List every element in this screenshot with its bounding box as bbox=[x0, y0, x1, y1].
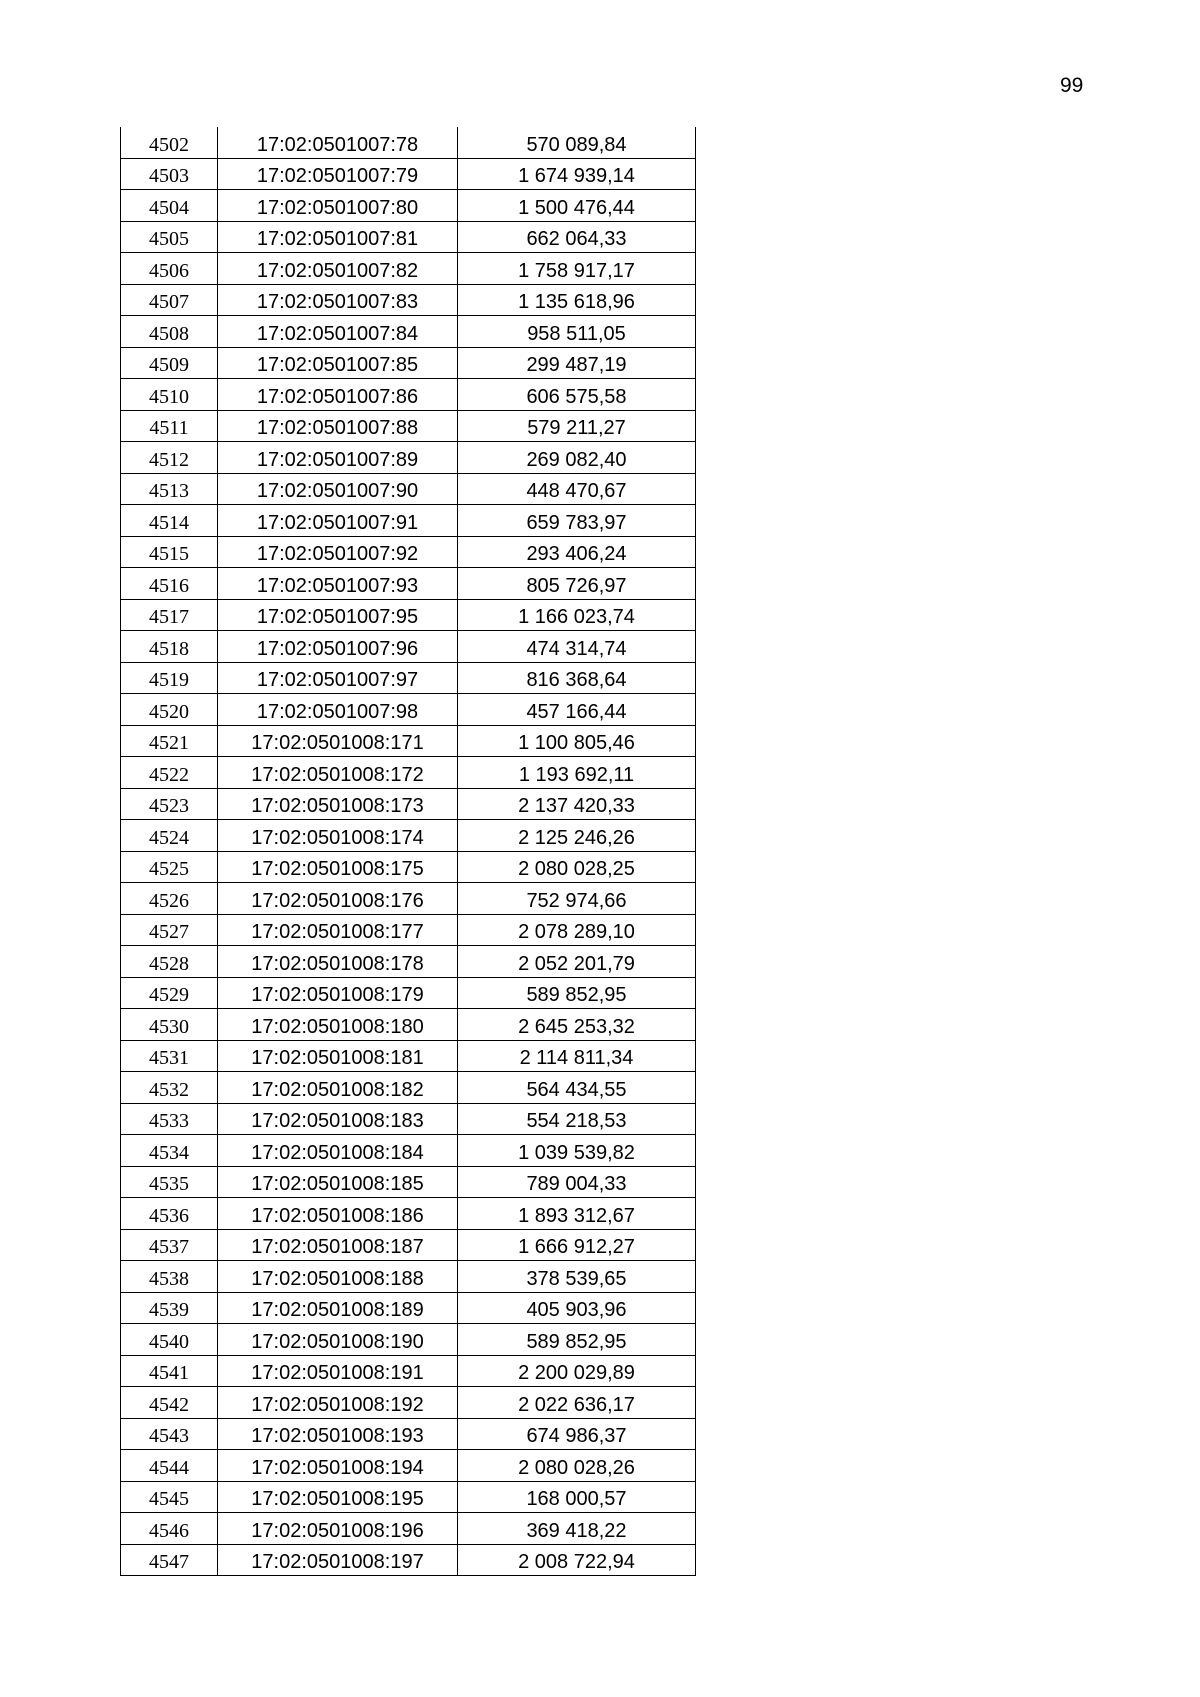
cadastral-value-cell: 1 039 539,82 bbox=[458, 1135, 696, 1167]
cadastral-number-cell: 17:02:0501008:185 bbox=[218, 1166, 458, 1198]
row-number-cell: 4507 bbox=[121, 284, 218, 316]
cadastral-value-cell: 2 114 811,34 bbox=[458, 1040, 696, 1072]
cadastral-number-cell: 17:02:0501007:86 bbox=[218, 379, 458, 411]
cadastral-number-cell: 17:02:0501008:193 bbox=[218, 1418, 458, 1450]
row-number-cell: 4516 bbox=[121, 568, 218, 600]
table-row bbox=[121, 1450, 696, 1482]
cadastral-number-cell: 17:02:0501008:183 bbox=[218, 1103, 458, 1135]
cadastral-number-cell: 17:02:0501007:85 bbox=[218, 347, 458, 379]
cadastral-value-cell: 269 082,40 bbox=[458, 442, 696, 474]
row-number-cell: 4513 bbox=[121, 473, 218, 505]
table-row bbox=[121, 820, 696, 852]
cadastral-value-cell: 457 166,44 bbox=[458, 694, 696, 726]
row-number-cell: 4531 bbox=[121, 1040, 218, 1072]
table-row bbox=[121, 284, 696, 316]
table-row bbox=[121, 1040, 696, 1072]
cadastral-value-cell: 378 539,65 bbox=[458, 1261, 696, 1293]
row-number-cell: 4543 bbox=[121, 1418, 218, 1450]
cadastral-number-cell: 17:02:0501007:95 bbox=[218, 599, 458, 631]
cadastral-value-cell: 589 852,95 bbox=[458, 977, 696, 1009]
cadastral-number-cell: 17:02:0501007:91 bbox=[218, 505, 458, 537]
table-row bbox=[121, 1135, 696, 1167]
table-row bbox=[121, 1513, 696, 1545]
cadastral-number-cell: 17:02:0501008:197 bbox=[218, 1544, 458, 1576]
page-number: 99 bbox=[1060, 74, 1084, 97]
cadastral-value-cell: 2 080 028,25 bbox=[458, 851, 696, 883]
cadastral-value-cell: 448 470,67 bbox=[458, 473, 696, 505]
row-number-cell: 4517 bbox=[121, 599, 218, 631]
cadastral-number-cell: 17:02:0501008:187 bbox=[218, 1229, 458, 1261]
cadastral-number-cell: 17:02:0501008:189 bbox=[218, 1292, 458, 1324]
cadastral-value-cell: 2 645 253,32 bbox=[458, 1009, 696, 1041]
cadastral-value-cell: 752 974,66 bbox=[458, 883, 696, 915]
table-row bbox=[121, 946, 696, 978]
table-row bbox=[121, 1166, 696, 1198]
row-number-cell: 4532 bbox=[121, 1072, 218, 1104]
table-row bbox=[121, 1072, 696, 1104]
row-number-cell: 4509 bbox=[121, 347, 218, 379]
cadastral-number-cell: 17:02:0501008:181 bbox=[218, 1040, 458, 1072]
cadastral-number-cell: 17:02:0501007:96 bbox=[218, 631, 458, 663]
cadastral-value-cell: 1 193 692,11 bbox=[458, 757, 696, 789]
cadastral-number-cell: 17:02:0501008:192 bbox=[218, 1387, 458, 1419]
row-number-cell: 4522 bbox=[121, 757, 218, 789]
table-row bbox=[121, 536, 696, 568]
table-row bbox=[121, 568, 696, 600]
cadastral-number-cell: 17:02:0501007:82 bbox=[218, 253, 458, 285]
cadastral-value-cell: 1 166 023,74 bbox=[458, 599, 696, 631]
cadastral-value-cell: 816 368,64 bbox=[458, 662, 696, 694]
row-number-cell: 4504 bbox=[121, 190, 218, 222]
cadastral-number-cell: 17:02:0501007:78 bbox=[218, 127, 458, 158]
cadastral-value-cell: 2 125 246,26 bbox=[458, 820, 696, 852]
row-number-cell: 4524 bbox=[121, 820, 218, 852]
cadastral-number-cell: 17:02:0501008:191 bbox=[218, 1355, 458, 1387]
cadastral-value-table bbox=[120, 127, 696, 1576]
cadastral-number-cell: 17:02:0501008:188 bbox=[218, 1261, 458, 1293]
cadastral-number-cell: 17:02:0501008:178 bbox=[218, 946, 458, 978]
table-row bbox=[121, 851, 696, 883]
table-row bbox=[121, 379, 696, 411]
table-row bbox=[121, 1355, 696, 1387]
cadastral-value-cell: 405 903,96 bbox=[458, 1292, 696, 1324]
table-row bbox=[121, 410, 696, 442]
table-row bbox=[121, 473, 696, 505]
table-row bbox=[121, 1103, 696, 1135]
row-number-cell: 4534 bbox=[121, 1135, 218, 1167]
cadastral-value-cell: 659 783,97 bbox=[458, 505, 696, 537]
table-body bbox=[121, 127, 696, 1576]
cadastral-number-cell: 17:02:0501007:81 bbox=[218, 221, 458, 253]
cadastral-value-cell: 2 137 420,33 bbox=[458, 788, 696, 820]
cadastral-value-cell: 1 100 805,46 bbox=[458, 725, 696, 757]
cadastral-value-cell: 958 511,05 bbox=[458, 316, 696, 348]
row-number-cell: 4542 bbox=[121, 1387, 218, 1419]
row-number-cell: 4520 bbox=[121, 694, 218, 726]
cadastral-number-cell: 17:02:0501008:174 bbox=[218, 820, 458, 852]
cadastral-value-cell: 579 211,27 bbox=[458, 410, 696, 442]
row-number-cell: 4530 bbox=[121, 1009, 218, 1041]
row-number-cell: 4508 bbox=[121, 316, 218, 348]
row-number-cell: 4545 bbox=[121, 1481, 218, 1513]
cadastral-number-cell: 17:02:0501007:80 bbox=[218, 190, 458, 222]
cadastral-number-cell: 17:02:0501008:190 bbox=[218, 1324, 458, 1356]
cadastral-number-cell: 17:02:0501007:97 bbox=[218, 662, 458, 694]
row-number-cell: 4547 bbox=[121, 1544, 218, 1576]
row-number-cell: 4503 bbox=[121, 158, 218, 190]
cadastral-number-cell: 17:02:0501008:179 bbox=[218, 977, 458, 1009]
row-number-cell: 4518 bbox=[121, 631, 218, 663]
row-number-cell: 4541 bbox=[121, 1355, 218, 1387]
row-number-cell: 4511 bbox=[121, 410, 218, 442]
table-row bbox=[121, 883, 696, 915]
table-row bbox=[121, 190, 696, 222]
row-number-cell: 4535 bbox=[121, 1166, 218, 1198]
cadastral-number-cell: 17:02:0501008:171 bbox=[218, 725, 458, 757]
cadastral-number-cell: 17:02:0501008:173 bbox=[218, 788, 458, 820]
table-row bbox=[121, 158, 696, 190]
table-row bbox=[121, 1229, 696, 1261]
table-row bbox=[121, 253, 696, 285]
row-number-cell: 4529 bbox=[121, 977, 218, 1009]
row-number-cell: 4512 bbox=[121, 442, 218, 474]
cadastral-number-cell: 17:02:0501008:196 bbox=[218, 1513, 458, 1545]
table-row bbox=[121, 788, 696, 820]
cadastral-number-cell: 17:02:0501008:194 bbox=[218, 1450, 458, 1482]
row-number-cell: 4502 bbox=[121, 127, 218, 158]
cadastral-number-cell: 17:02:0501007:93 bbox=[218, 568, 458, 600]
row-number-cell: 4505 bbox=[121, 221, 218, 253]
cadastral-value-cell: 805 726,97 bbox=[458, 568, 696, 600]
row-number-cell: 4523 bbox=[121, 788, 218, 820]
cadastral-value-cell: 2 008 722,94 bbox=[458, 1544, 696, 1576]
cadastral-value-cell: 2 080 028,26 bbox=[458, 1450, 696, 1482]
row-number-cell: 4510 bbox=[121, 379, 218, 411]
cadastral-value-cell: 1 135 618,96 bbox=[458, 284, 696, 316]
cadastral-value-cell: 564 434,55 bbox=[458, 1072, 696, 1104]
cadastral-value-cell: 2 078 289,10 bbox=[458, 914, 696, 946]
table-row bbox=[121, 1418, 696, 1450]
cadastral-value-cell: 2 022 636,17 bbox=[458, 1387, 696, 1419]
cadastral-value-cell: 674 986,37 bbox=[458, 1418, 696, 1450]
cadastral-number-cell: 17:02:0501007:89 bbox=[218, 442, 458, 474]
cadastral-number-cell: 17:02:0501008:175 bbox=[218, 851, 458, 883]
row-number-cell: 4540 bbox=[121, 1324, 218, 1356]
cadastral-number-cell: 17:02:0501007:83 bbox=[218, 284, 458, 316]
cadastral-number-cell: 17:02:0501008:180 bbox=[218, 1009, 458, 1041]
table-row bbox=[121, 1481, 696, 1513]
table-row bbox=[121, 1387, 696, 1419]
cadastral-number-cell: 17:02:0501008:184 bbox=[218, 1135, 458, 1167]
row-number-cell: 4544 bbox=[121, 1450, 218, 1482]
cadastral-value-cell: 369 418,22 bbox=[458, 1513, 696, 1545]
cadastral-value-cell: 2 200 029,89 bbox=[458, 1355, 696, 1387]
table-row bbox=[121, 316, 696, 348]
cadastral-value-cell: 1 893 312,67 bbox=[458, 1198, 696, 1230]
cadastral-value-cell: 299 487,19 bbox=[458, 347, 696, 379]
table-row bbox=[121, 1324, 696, 1356]
row-number-cell: 4527 bbox=[121, 914, 218, 946]
cadastral-number-cell: 17:02:0501007:92 bbox=[218, 536, 458, 568]
table-row bbox=[121, 1261, 696, 1293]
table-row bbox=[121, 221, 696, 253]
cadastral-number-cell: 17:02:0501008:195 bbox=[218, 1481, 458, 1513]
row-number-cell: 4536 bbox=[121, 1198, 218, 1230]
cadastral-value-cell: 1 674 939,14 bbox=[458, 158, 696, 190]
table-row bbox=[121, 127, 696, 158]
cadastral-value-cell: 589 852,95 bbox=[458, 1324, 696, 1356]
cadastral-number-cell: 17:02:0501008:177 bbox=[218, 914, 458, 946]
row-number-cell: 4506 bbox=[121, 253, 218, 285]
table-row bbox=[121, 757, 696, 789]
table-row bbox=[121, 914, 696, 946]
cadastral-value-cell: 606 575,58 bbox=[458, 379, 696, 411]
cadastral-number-cell: 17:02:0501008:182 bbox=[218, 1072, 458, 1104]
cadastral-value-cell: 789 004,33 bbox=[458, 1166, 696, 1198]
table-row bbox=[121, 442, 696, 474]
table-row bbox=[121, 1292, 696, 1324]
cadastral-number-cell: 17:02:0501007:88 bbox=[218, 410, 458, 442]
row-number-cell: 4515 bbox=[121, 536, 218, 568]
row-number-cell: 4538 bbox=[121, 1261, 218, 1293]
cadastral-number-cell: 17:02:0501007:90 bbox=[218, 473, 458, 505]
cadastral-value-cell: 662 064,33 bbox=[458, 221, 696, 253]
table-row bbox=[121, 725, 696, 757]
cadastral-value-cell: 474 314,74 bbox=[458, 631, 696, 663]
row-number-cell: 4537 bbox=[121, 1229, 218, 1261]
table-row bbox=[121, 694, 696, 726]
table-row bbox=[121, 1544, 696, 1576]
row-number-cell: 4525 bbox=[121, 851, 218, 883]
table-row bbox=[121, 977, 696, 1009]
cadastral-value-cell: 168 000,57 bbox=[458, 1481, 696, 1513]
cadastral-value-cell: 1 758 917,17 bbox=[458, 253, 696, 285]
row-number-cell: 4546 bbox=[121, 1513, 218, 1545]
row-number-cell: 4539 bbox=[121, 1292, 218, 1324]
table-row bbox=[121, 599, 696, 631]
table-row bbox=[121, 1198, 696, 1230]
cadastral-value-cell: 1 500 476,44 bbox=[458, 190, 696, 222]
row-number-cell: 4514 bbox=[121, 505, 218, 537]
cadastral-value-cell: 2 052 201,79 bbox=[458, 946, 696, 978]
row-number-cell: 4533 bbox=[121, 1103, 218, 1135]
cadastral-number-cell: 17:02:0501007:79 bbox=[218, 158, 458, 190]
cadastral-value-cell: 1 666 912,27 bbox=[458, 1229, 696, 1261]
row-number-cell: 4526 bbox=[121, 883, 218, 915]
cadastral-number-cell: 17:02:0501008:172 bbox=[218, 757, 458, 789]
table-row bbox=[121, 662, 696, 694]
table-row bbox=[121, 631, 696, 663]
row-number-cell: 4521 bbox=[121, 725, 218, 757]
cadastral-value-cell: 554 218,53 bbox=[458, 1103, 696, 1135]
cadastral-value-cell: 570 089,84 bbox=[458, 127, 696, 158]
cadastral-value-cell: 293 406,24 bbox=[458, 536, 696, 568]
table-row bbox=[121, 347, 696, 379]
table-row bbox=[121, 1009, 696, 1041]
cadastral-number-cell: 17:02:0501008:176 bbox=[218, 883, 458, 915]
cadastral-number-cell: 17:02:0501007:84 bbox=[218, 316, 458, 348]
table-row bbox=[121, 505, 696, 537]
row-number-cell: 4519 bbox=[121, 662, 218, 694]
cadastral-number-cell: 17:02:0501007:98 bbox=[218, 694, 458, 726]
row-number-cell: 4528 bbox=[121, 946, 218, 978]
cadastral-number-cell: 17:02:0501008:186 bbox=[218, 1198, 458, 1230]
